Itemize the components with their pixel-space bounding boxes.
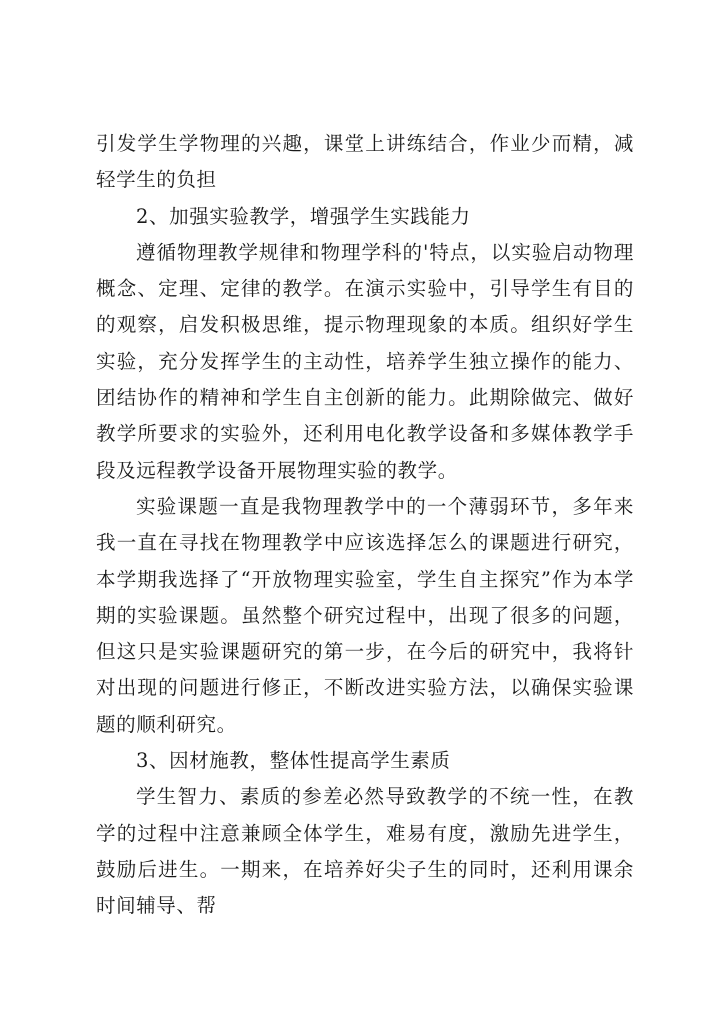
paragraph-individualized-teaching: 学生智力、素质的参差必然导致教学的不统一性，在教学的过程中注意兼顾全体学生，难易有度，激励先进学生，鼓励后进生。一期来，在培养好尖子生的同时，还利用课余时间辅导、帮	[96, 785, 634, 918]
paragraph-experiment-teaching: 遵循物理教学规律和物理学科的'特点，以实验启动物理概念、定理、定律的教学。在演示实验中，引导学生有目的的观察，启发积极思维，提示物理现象的本质。组织好学生实验，充分发挥学生的主动性，培养学生独立操作的能力、团结协作的精神和学生自主创新的能力。此期除做完、做好教学所要求的实验外，还利用电化教学设备和多媒体教学手段及远程教学设备开展物理实验的教学。	[96, 240, 634, 482]
paragraph-intro-continuation: 引发学生学物理的兴趣，课堂上讲练结合，作业少而精，减轻学生的负担	[96, 132, 634, 192]
section-heading-experiment-teaching: 2、加强实验教学，增强学生实践能力	[136, 204, 471, 228]
section-heading-individualized-teaching: 3、因材施教，整体性提高学生素质	[136, 749, 451, 773]
paragraph-experiment-topic: 实验课题一直是我物理教学中的一个薄弱环节，多年来我一直在寻找在物理教学中应该选择怎么的课题进行研究，本学期我选择了“开放物理实验室，学生自主探究”作为本学期的实验课题。虽然整个研究过程中，出现了很多的问题，但这只是实验课题研究的第一步，在今后的研究中，我将针对出现的问题进行修正，不断改进实验方法，以确保实验课题的顺利研究。	[96, 494, 634, 736]
document-page	[96, 126, 634, 925]
